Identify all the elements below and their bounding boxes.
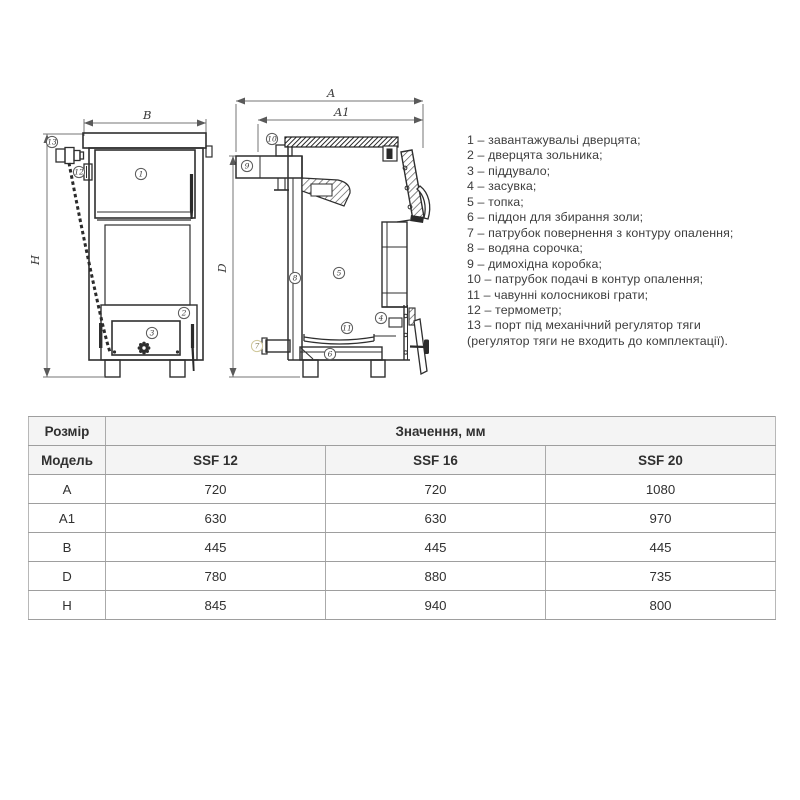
legend-item: 9 – димохідна коробка;	[467, 256, 603, 271]
svg-text:12: 12	[74, 167, 84, 177]
callout-8	[289, 272, 300, 283]
value-cell: 940	[326, 591, 546, 620]
dim-label-h: H	[28, 254, 42, 266]
thermometer	[84, 164, 92, 180]
table-model-row	[29, 446, 776, 475]
foot	[303, 360, 318, 377]
svg-text:13: 13	[47, 137, 57, 147]
dim-cell: A1	[29, 504, 106, 533]
value-cell: 1080	[546, 475, 776, 504]
callout-13	[46, 136, 57, 147]
value-cell: 720	[326, 475, 546, 504]
parts-legend	[467, 133, 797, 349]
legend-item: 2 – дверцята зольника;	[467, 148, 603, 163]
legend-item: 1 – завантажувальі дверцята;	[467, 133, 641, 147]
door-bolt	[113, 350, 116, 353]
dim-label-a: A	[327, 86, 336, 100]
dim-cell: A	[29, 475, 106, 504]
value-cell: 880	[326, 562, 546, 591]
callout-4	[375, 312, 386, 323]
value-header-cell: Значення, мм	[106, 417, 776, 446]
table-row	[29, 475, 776, 504]
table-row	[29, 591, 776, 620]
model-cell: SSF 12	[106, 446, 326, 475]
callout-6	[324, 348, 335, 359]
draft-regulator	[56, 148, 84, 164]
value-cell: 720	[106, 475, 326, 504]
legend-note: (регулятор тяги не входить до комплектації).	[467, 333, 729, 348]
upper-door-handle	[190, 174, 193, 219]
svg-text:10: 10	[267, 134, 277, 144]
boiler-drawings	[0, 78, 460, 408]
value-cell: 445	[546, 533, 776, 562]
dim-label-d: D	[215, 263, 229, 273]
lid-latch	[383, 146, 397, 161]
value-cell: 970	[546, 504, 776, 533]
return-pipe	[262, 338, 290, 354]
svg-text:11: 11	[342, 323, 352, 333]
legend-item: 3 – піддувало;	[467, 163, 551, 178]
table-row	[29, 533, 776, 562]
svg-text:5: 5	[336, 268, 342, 278]
loading-door	[401, 150, 424, 220]
svg-text:2: 2	[181, 308, 187, 318]
callout-5	[333, 267, 344, 278]
svg-text:4: 4	[378, 313, 384, 323]
model-header-cell: Модель	[29, 446, 106, 475]
value-cell: 445	[106, 533, 326, 562]
legend-item: 5 – топка;	[467, 194, 524, 209]
air-knob	[138, 342, 151, 355]
callout-2	[178, 307, 189, 318]
grate	[304, 334, 396, 344]
value-cell: 800	[546, 591, 776, 620]
svg-text:1: 1	[138, 169, 144, 179]
legend-item: 11 – чавунні колосникові грати;	[467, 287, 649, 302]
deflector	[302, 178, 350, 206]
foot	[371, 360, 385, 377]
svg-text:6: 6	[327, 349, 333, 359]
value-cell: 735	[546, 562, 776, 591]
legend-item: 12 – термометр;	[467, 302, 562, 317]
value-cell: 630	[326, 504, 546, 533]
size-header-cell: Розмір	[29, 417, 106, 446]
value-cell: 780	[106, 562, 326, 591]
dim-cell: B	[29, 533, 106, 562]
legend-item: 4 – засувка;	[467, 179, 537, 194]
callout-3	[146, 327, 157, 338]
callout-9	[241, 160, 252, 171]
legend-item: 8 – водяна сорочка;	[467, 241, 583, 256]
lower-door-handle	[191, 324, 194, 371]
callout-10	[266, 133, 277, 144]
legend-item: 10 – патрубок подачі в контур опалення;	[467, 272, 704, 287]
legend-item: 13 – порт під механічний регулятор тяги	[467, 318, 701, 333]
door-bolt	[176, 350, 179, 353]
side-view-drawing	[215, 86, 430, 377]
callout-7	[251, 340, 262, 351]
value-cell: 445	[326, 533, 546, 562]
svg-text:9: 9	[244, 161, 250, 171]
callout-1	[135, 168, 146, 179]
dim-label-b: B	[143, 108, 152, 122]
callout-11	[341, 322, 352, 333]
front-inner-wall	[382, 220, 410, 307]
legend-item: 6 – піддон для збирання золи;	[467, 210, 644, 225]
table-row	[29, 504, 776, 533]
value-cell: 845	[106, 591, 326, 620]
ash-pan	[300, 347, 382, 360]
dimensions-table	[28, 416, 776, 620]
svg-text:7: 7	[254, 341, 260, 351]
svg-text:3: 3	[149, 328, 155, 338]
value-cell: 630	[106, 504, 326, 533]
dim-cell: H	[29, 591, 106, 620]
svg-text:8: 8	[292, 273, 298, 283]
legend-item: 7 – патрубок повернення з контуру опалення;	[467, 225, 734, 240]
front-view-drawing	[28, 108, 212, 377]
slide-gate-assembly	[382, 305, 415, 360]
callout-12	[73, 166, 84, 177]
model-cell: SSF 16	[326, 446, 546, 475]
dim-label-a1: A1	[334, 105, 350, 119]
table-row	[29, 562, 776, 591]
dim-cell: D	[29, 562, 106, 591]
top-lid	[285, 137, 398, 147]
table-header-row	[29, 417, 776, 446]
model-cell: SSF 20	[546, 446, 776, 475]
